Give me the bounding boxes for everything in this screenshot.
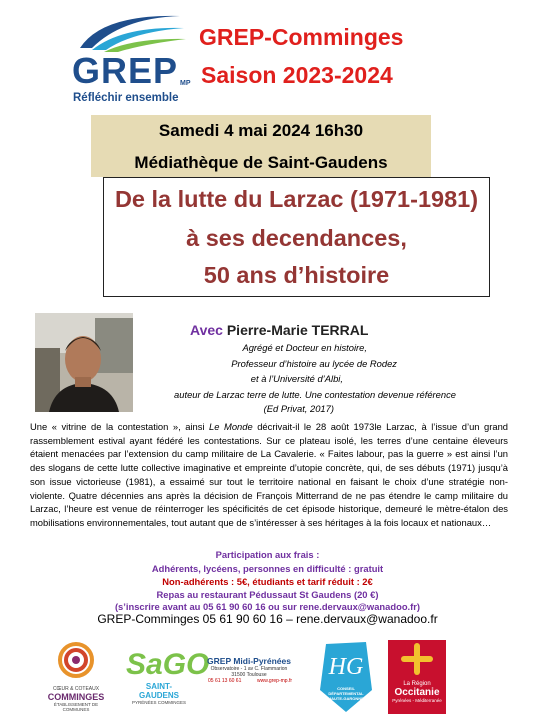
speaker-bio-4-text: auteur de Larzac terre de lutte. Une contestation devenue référence bbox=[174, 389, 456, 400]
occitanie-line3: Pyrénées - Méditerranée bbox=[392, 698, 442, 703]
participation-line3: Repas au restaurant Pédussaut St Gaudens (20 €) bbox=[156, 589, 379, 600]
haute-garonne-mark: HG bbox=[328, 654, 364, 680]
occitanie-line2: Occitanie bbox=[394, 687, 440, 698]
event-date: Samedi 4 mai 2024 16h30 bbox=[158, 121, 364, 140]
occitanie-logo bbox=[388, 640, 446, 714]
logo-tagline: Réfléchir ensemble bbox=[73, 92, 179, 104]
saint-gaudens-logo bbox=[126, 648, 210, 710]
speaker-bio-3: et à l’Université d’Albi, bbox=[250, 373, 343, 384]
speaker-bio-5: (Ed Privat, 2017) bbox=[263, 403, 334, 414]
comminges-line1: CŒUR & COTEAUX bbox=[52, 686, 100, 692]
comminges-logo bbox=[40, 641, 112, 715]
haute-garonne-logo bbox=[316, 640, 376, 714]
contact-line: GREP-Comminges 05 61 90 60 16 – rene.dervaux@wanadoo.fr bbox=[97, 612, 438, 626]
speaker-heading bbox=[190, 322, 368, 338]
conference-title-line3: 50 ans d’histoire bbox=[203, 262, 390, 288]
participation-line2: Non-adhérents : 5€, étudiants et tarif réduit : 2€ bbox=[162, 576, 373, 587]
grep-logo bbox=[62, 6, 192, 106]
desc-journal: Le Monde bbox=[209, 421, 253, 432]
desc-part2: décrivait-il le 28 août 1973le Larzac, à l’issue d’un grand rassemblement estival ayant fédéré les contestations. Sur ce plateau isolé, les terres d’une centaine éleveurs étaient menacées par l’extension du camp militaire de La Cavalerie. « Faites labour, pas la guerre » est ainsi l’un des slogans de cette lutte collective imaginative et empreinte d’utopie concrète, qui, de ses débuts (1971) jusqu’à son issue victorieuse (1981), a essaimé sur tout le territoire national en faisant le choix d’une stratégie non-violente. Quatre décennies ans après la décision de François Mitterrand de ne pas étendre le camp militaire du Larzac, l’heure est venue de réinterroger les spécificités de cet épisode historique, demeuré le mètre-étalon des mobilisations environnementales, tout autant que de s’intéresser à ses héritages à la fois locaux et nationaux… bbox=[30, 421, 509, 528]
date-banner bbox=[91, 115, 431, 177]
conference-title-line2: à ses decendances, bbox=[186, 225, 407, 251]
comminges-line3: ÉTABLISSEMENT DE COMMUNES bbox=[53, 702, 99, 712]
speaker-bio-2: Professeur d’histoire au lycée de Rodez bbox=[231, 358, 397, 369]
event-description bbox=[30, 420, 508, 530]
desc-part1: Une « vitrine de la contestation », ainsi bbox=[30, 421, 210, 432]
speaker-bio-4 bbox=[174, 389, 456, 400]
comminges-emblem-icon bbox=[40, 641, 112, 679]
conference-title-line1: De la lutte du Larzac (1971-1981) bbox=[114, 186, 479, 212]
speaker-name: Pierre-Marie TERRAL bbox=[226, 322, 369, 338]
haute-garonne-name: CONSEIL DÉPARTEMENTAL HAUTE-GARONNE bbox=[328, 686, 364, 701]
saint-gaudens-sub: PYRÉNÉES COMMINGES bbox=[131, 700, 186, 705]
participation-line1: Adhérents, lycéens, personnes en difficulté : gratuit bbox=[151, 563, 384, 574]
grep-mp-card bbox=[200, 656, 298, 696]
occitanie-cross-icon bbox=[388, 640, 446, 676]
participation-line4: (s’inscrire avant au 05 61 90 60 16 ou sur rene.dervaux@wanadoo.fr) bbox=[114, 601, 421, 612]
comminges-line2: COMMINGES bbox=[47, 692, 105, 702]
logo-text: GREP bbox=[72, 50, 179, 91]
participation-title: Participation aux frais : bbox=[215, 549, 320, 560]
logo-sub: MP bbox=[180, 80, 191, 87]
grep-card-web: www.grep-mp.fr bbox=[256, 678, 292, 684]
occitanie-line1: La Région bbox=[403, 681, 431, 687]
saint-gaudens-mark: SaGO bbox=[126, 648, 210, 681]
conference-title-box bbox=[103, 177, 490, 297]
avec-label: Avec bbox=[190, 322, 227, 338]
speaker-bio-1: Agrégé et Docteur en histoire, bbox=[242, 342, 367, 353]
org-title: GREP-Comminges bbox=[199, 24, 404, 50]
grep-card-addr2: 31500 Toulouse bbox=[231, 672, 267, 678]
grep-swoosh-icon bbox=[62, 6, 192, 56]
saint-gaudens-name: SAINT-GAUDENS bbox=[138, 682, 179, 700]
event-venue: Médiathèque de Saint-Gaudens bbox=[134, 153, 388, 172]
grep-card-title: GREP Midi-Pyrénées bbox=[207, 656, 291, 666]
grep-card-phone: 05 61 13 60 61 bbox=[208, 678, 242, 684]
speaker-photo bbox=[35, 313, 133, 412]
grep-card-addr1: Observatoire - 1 av C. Flammarion bbox=[210, 666, 288, 672]
season-title: Saison 2023-2024 bbox=[201, 62, 393, 88]
